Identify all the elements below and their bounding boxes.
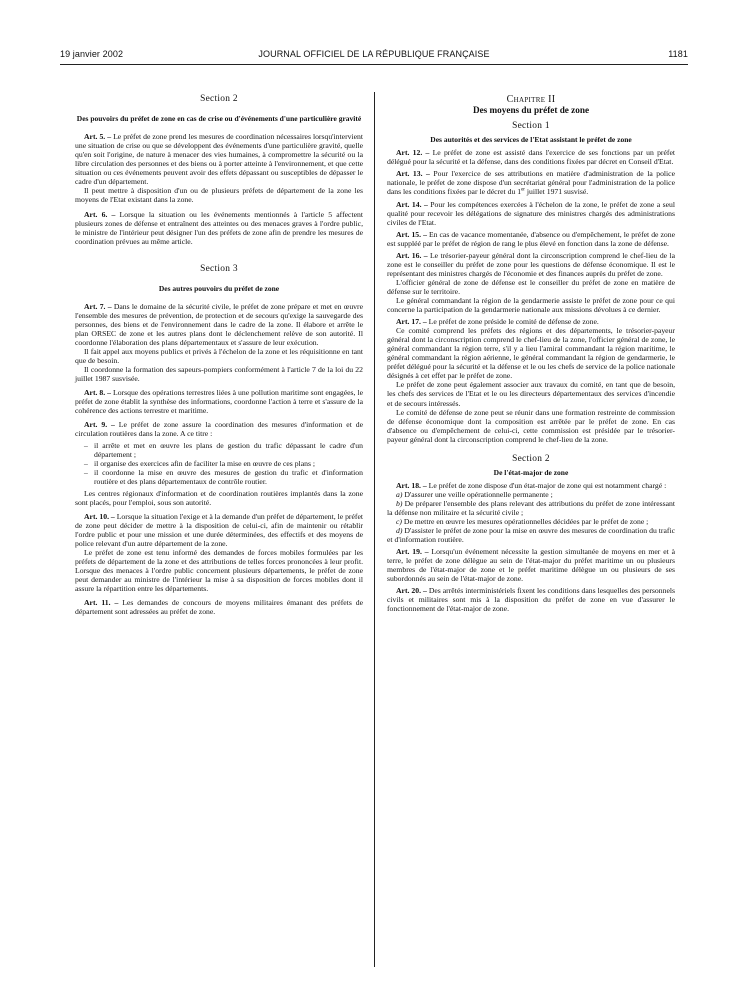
- item-letter: b): [396, 498, 403, 508]
- article-label: Art. 20. –: [396, 586, 427, 596]
- article-text: Le préfet de zone assure la coordination des mesures d'information et de circulation routières dans la zone. A ce titre :: [75, 420, 363, 439]
- list-item: – il arrête et met en œuvre les plans de gestion du trafic dépassant le cadre d'un département ;: [75, 441, 363, 459]
- article-text: Des arrêtés interministériels fixent les conditions dans lesquelles des personnels civils et militaires sont mis à la disposition du préfet de zone en vue d'assurer le fonctionnement de l'état-major de zone.: [387, 586, 675, 614]
- article-label: Art. 12. –: [396, 148, 430, 158]
- article-11: [75, 598, 363, 616]
- list-item: – il organise des exercices afin de faciliter la mise en œuvre de ces plans ;: [75, 459, 363, 468]
- article-label: Art. 6. –: [84, 209, 116, 219]
- article-18-item-c: [387, 517, 675, 526]
- article-label: Art. 16. –: [396, 250, 428, 260]
- article-10: [75, 512, 363, 548]
- article-19: [387, 547, 675, 583]
- left-column: [75, 95, 363, 616]
- article-7: [75, 302, 363, 347]
- article-20: [387, 586, 675, 613]
- article-9-paragraph-2: Les centres régionaux d'information et de coordination routières implantés dans la zone sont placés, pour l'emploi, sous son autorité.: [75, 488, 363, 507]
- article-text: Les demandes de concours de moyens militaires émanant des préfets de département sont adressées au préfet de zone.: [75, 598, 363, 617]
- article-18-item-d: [387, 526, 675, 544]
- article-5: [75, 132, 363, 186]
- article-text: Dans le domaine de la sécurité civile, le préfet de zone prépare et met en œuvre l'ensemble des mesures de prévention, de protection et de secours qu'exige la sauvegarde des personnes, des biens et de l'environnement dans le cadre de la zone. Il élabore et arrête le plan ORSEC de zone et les autres plans dont le déclenchement relève de son autorité. Il coordonne l'élaboration des plans départementaux et s'assure de leur exécution.: [75, 301, 363, 348]
- section-2-heading: Section 2: [512, 453, 550, 464]
- section-2-title: De l'état-major de zone: [493, 467, 569, 477]
- article-17: [387, 317, 675, 326]
- article-14: [387, 200, 675, 227]
- item-letter: a): [396, 489, 403, 499]
- article-7-paragraph-2: Il fait appel aux moyens publics et privés à l'échelon de la zone et les réquisitionne en tant que de besoin.: [75, 347, 363, 366]
- section-1-title: Des autorités et des services de l'Etat assistant le préfet de zone: [430, 135, 632, 145]
- section-1-heading: Section 1: [512, 121, 550, 132]
- section-2-title: Des pouvoirs du préfet de zone en cas de crise ou d'événements d'une particulière gravité: [76, 114, 362, 124]
- article-text: Lorsque la situation l'exige et à la demande d'un préfet de département, le préfet de zone peut décider de mettre à la disposition de celui-ci, afin de maintenir ou rétablir l'ordre public et pour une mission et une durée déterminées, des effectifs et des moyens de police relevant d'un autre département de la zone.: [75, 511, 363, 548]
- article-text: Lorsqu'un événement nécessite la gestion simultanée de moyens en mer et à terre, le préfet de zone délègue au sein de l'état-major du préfet maritime un ou plusieurs membres de l'état-major de zone et le préfet maritime délègue un ou plusieurs de ses subordonnés au sein de l'état-major de zone.: [387, 547, 675, 584]
- article-6: [75, 210, 363, 246]
- article-label: Art. 18. –: [396, 480, 427, 490]
- header-rule: [60, 64, 688, 65]
- item-text: D'assister le préfet de zone pour la mise en œuvre des mesures de coordination du trafic et d'information routière.: [387, 526, 675, 545]
- article-label: Art. 17. –: [396, 317, 427, 327]
- article-16-paragraph-3: Le général commandant la région de la gendarmerie assiste le préfet de zone pour ce qui concerne la participation de la gendarmerie nationale aux missions dévolues à ce dernier.: [387, 295, 675, 315]
- article-text: Le préfet de zone préside le comité de défense de zone.: [426, 317, 599, 327]
- article-16: [387, 251, 675, 278]
- section-3-heading: Section 3: [200, 263, 238, 274]
- article-label: Art. 5. –: [84, 132, 112, 142]
- article-17-paragraph-2: Ce comité comprend les préfets des régions et des départements, le trésorier-payeur général dont la circonscription comprend le chef-lieu de la zone, l'officier général de zone, le général commandant la région terre, s'il y a lieu l'amiral commandant la région maritime, le général commandant la région aérienne, le général commandant la région de gendarmerie, le préfet délégué pour la sécurité et la défense et le ou les chefs de service de la police nationale désignés à cet effet par le préfet de zone.: [387, 326, 675, 381]
- article-label: Art. 19. –: [396, 547, 429, 557]
- article-text: Le préfet de zone dispose d'un état-major de zone qui est notamment chargé :: [426, 480, 667, 490]
- article-text: En cas de vacance momentanée, d'absence ou d'empêchement, le préfet de zone est suppléé par le préfet de région de rang le plus élevé en fonction dans la zone de défense.: [387, 229, 675, 248]
- article-13: [387, 169, 675, 196]
- article-12: [387, 148, 675, 166]
- article-text: Lorsque des opérations terrestres liées à une pollution maritime sont engagées, le préfet de zone établit la synthèse des informations, coordonne l'action à terre et s'assure de la cohérence des actions terrestre et maritime.: [75, 388, 364, 416]
- article-label: Art. 14. –: [396, 199, 428, 209]
- page-number: 1181: [668, 49, 688, 59]
- article-7-paragraph-3: Il coordonne la formation des sapeurs-pompiers conformément à l'article 7 de la loi du 22 juillet 1987 susvisée.: [75, 365, 363, 384]
- article-label: Art. 11. –: [84, 598, 119, 608]
- article-label: Art. 15. –: [396, 229, 427, 239]
- article-label: Art. 13. –: [396, 169, 430, 179]
- issue-date: 19 janvier 2002: [60, 49, 124, 59]
- article-17-paragraph-3: Le préfet de zone peut également associer aux travaux du comité, en tant que de besoin, les chefs des services de l'Etat et le ou les directeurs départementaux des services d'incendie et de secours intéressés.: [387, 380, 675, 408]
- article-text: Le trésorier-payeur général dont la circonscription comprend le chef-lieu de la zone est le conseiller du préfet de zone pour les questions de défense économique. Il est le représentant des ministres chargés de l'économie et des finances auprès du préfet de zone.: [387, 250, 675, 278]
- article-label: Art. 9. –: [84, 420, 115, 430]
- article-9: [75, 420, 363, 438]
- article-text: Pour l'exercice de ses attributions en matière d'administration de la police nationale, le préfet de zone dispose d'un secrétariat général pour l'administration de la police dans les conditions fixées par le décret du 1: [387, 169, 676, 197]
- article-9-list: [75, 441, 363, 486]
- article-text: Le préfet de zone est assisté dans l'exercice de ses fonctions par un préfet délégué pour la sécurité et la défense, dans des conditions fixées par décret en Conseil d'Etat.: [387, 148, 675, 167]
- item-text: D'assurer une veille opérationnelle permanente ;: [402, 489, 553, 499]
- article-label: Art. 7. –: [84, 301, 112, 311]
- article-18-item-b: [387, 499, 675, 517]
- article-text: juillet 1971 susvisé.: [524, 187, 589, 197]
- section-3-title: Des autres pouvoirs du préfet de zone: [158, 283, 280, 293]
- article-5-paragraph-2: Il peut mettre à disposition d'un ou de plusieurs préfets de département de la zone les moyens de l'Etat existant dans la zone.: [75, 186, 363, 205]
- article-text: Pour les compétences exercées à l'échelon de la zone, le préfet de zone a seul qualité pour recevoir les délégations de signature des ministres chargés des administrations civiles de l'Etat.: [387, 199, 675, 227]
- article-18-item-a: [387, 490, 675, 499]
- page-header: [60, 49, 688, 61]
- article-label: Art. 10. –: [84, 511, 115, 521]
- chapter-heading: Chapitre II: [506, 94, 556, 105]
- column-divider: [374, 92, 375, 967]
- article-18: [387, 481, 675, 490]
- item-letter: c): [396, 517, 402, 527]
- article-8: [75, 388, 363, 415]
- chapter-title: Des moyens du préfet de zone: [472, 105, 590, 116]
- article-16-paragraph-2: L'officier général de zone de défense est le conseiller du préfet de zone en matière de défense sur le territoire.: [387, 277, 675, 296]
- item-text: De préparer l'ensemble des plans relevant des attributions du préfet de zone intéressant la défense non militaire et la sécurité civile ;: [387, 498, 675, 518]
- item-letter: d): [396, 526, 403, 536]
- list-item: – il coordonne la mise en œuvre des mesures de gestion du trafic et d'information routière et des plans départementaux de contrôle routier.: [75, 468, 363, 486]
- article-text: Lorsque la situation ou les événements mentionnés à l'article 5 affectent plusieurs zones de défense et entraînent des atteintes ou des menaces graves à l'ordre public, le ministre de l'intérieur peut désigner l'un des préfets de zone afin de prendre les mesures de coordination prévues au même article.: [75, 209, 363, 246]
- article-10-paragraph-2: Le préfet de zone est tenu informé des demandes de forces mobiles formulées par les préfets de département de la zone et des attributions de telles forces prononcées à leur profit. Lorsque des menaces à l'ordre public concernent plusieurs départements, le préfet de zone peut demander au ministre de l'intérieur la mise à sa disposition de forces mobiles dont il assure la répartition entre les départements.: [75, 548, 363, 594]
- item-text: De mettre en œuvre les mesures opérationnelles décidées par le préfet de zone ;: [401, 517, 649, 527]
- section-2-heading: Section 2: [200, 94, 238, 104]
- article-17-paragraph-4: Le comité de défense de zone peut se réunir dans une formation restreinte de commission de défense économique dont la composition est arrêtée par le préfet de zone. En cas d'absence ou d'empêchement de celui-ci, cette commission est présidée par le trésorier-payeur général dont la circonscription comprend le chef-lieu de la zone.: [387, 407, 675, 444]
- article-15: [387, 230, 675, 248]
- journal-title: JOURNAL OFFICIEL DE LA RÉPUBLIQUE FRANÇAISE: [258, 49, 490, 59]
- article-label: Art. 8. –: [84, 388, 112, 398]
- right-column: [387, 95, 675, 614]
- superscript: er: [521, 187, 525, 193]
- article-text: Le préfet de zone prend les mesures de coordination nécessaires lorsqu'intervient une situation de crise ou que se développent des événements d'une particulière gravité, quelle qu'en soit l'origine, de nature à menacer des vies humaines, à compromettre la sécurité ou la libre circulation des personnes et des biens ou à porter atteinte à l'environnement, et que cette situation ou ces événements peuvent avoir des effets dépassant ou susceptibles de dépasser le cadre d'un département.: [75, 132, 364, 187]
